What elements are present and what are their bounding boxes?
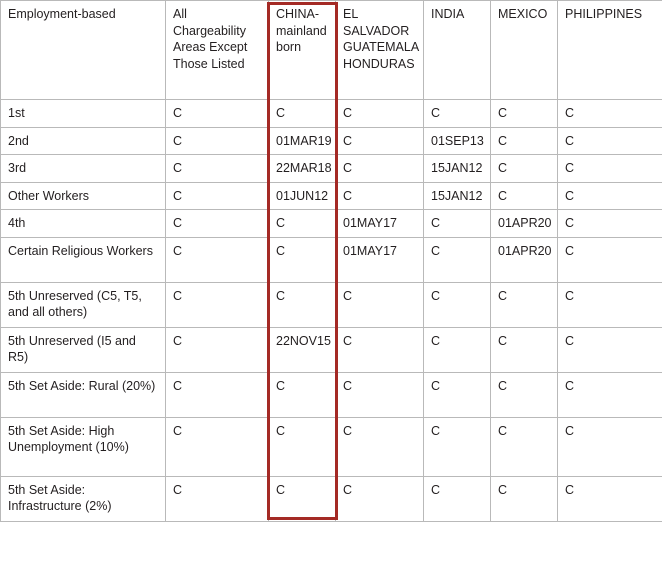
cell-philippines: C bbox=[558, 282, 662, 327]
cell-china: C bbox=[269, 372, 336, 417]
table-row bbox=[1, 210, 662, 238]
row-label: Certain Religious Workers bbox=[1, 237, 166, 282]
cell-india: C bbox=[424, 210, 491, 238]
row-label: 4th bbox=[1, 210, 166, 238]
column-header-india: INDIA bbox=[424, 1, 491, 100]
cell-india: C bbox=[424, 100, 491, 128]
cell-philippines: C bbox=[558, 237, 662, 282]
cell-el-salvador: C bbox=[336, 127, 424, 155]
cell-philippines: C bbox=[558, 210, 662, 238]
cell-china: C bbox=[269, 100, 336, 128]
row-label: 5th Set Aside: Infrastructure (2%) bbox=[1, 476, 166, 521]
table-body bbox=[1, 100, 662, 522]
cell-mexico: C bbox=[491, 155, 558, 183]
cell-all-chargeability: C bbox=[166, 476, 269, 521]
cell-india: C bbox=[424, 417, 491, 476]
cell-china: C bbox=[269, 237, 336, 282]
cell-all-chargeability: C bbox=[166, 100, 269, 128]
cell-mexico: 01APR20 bbox=[491, 210, 558, 238]
cell-india: C bbox=[424, 372, 491, 417]
cell-mexico: C bbox=[491, 127, 558, 155]
row-label: 2nd bbox=[1, 127, 166, 155]
cell-india: C bbox=[424, 237, 491, 282]
cell-india: 15JAN12 bbox=[424, 155, 491, 183]
row-label: Other Workers bbox=[1, 182, 166, 210]
cell-el-salvador: C bbox=[336, 100, 424, 128]
row-label: 5th Unreserved (I5 and R5) bbox=[1, 327, 166, 372]
cell-philippines: C bbox=[558, 476, 662, 521]
cell-philippines: C bbox=[558, 182, 662, 210]
cell-india: C bbox=[424, 282, 491, 327]
cell-china: C bbox=[269, 210, 336, 238]
cell-all-chargeability: C bbox=[166, 155, 269, 183]
cell-mexico: C bbox=[491, 327, 558, 372]
column-header-philippines: PHILIPPINES bbox=[558, 1, 662, 100]
column-header-all-chargeability: All Chargeability Areas Except Those Listed bbox=[166, 1, 269, 100]
table-row bbox=[1, 237, 662, 282]
cell-china: 01MAR19 bbox=[269, 127, 336, 155]
table-row bbox=[1, 476, 662, 521]
cell-el-salvador: 01MAY17 bbox=[336, 210, 424, 238]
cell-el-salvador: C bbox=[336, 155, 424, 183]
cell-india: C bbox=[424, 327, 491, 372]
cell-el-salvador: C bbox=[336, 282, 424, 327]
cell-all-chargeability: C bbox=[166, 210, 269, 238]
table-row bbox=[1, 182, 662, 210]
cell-philippines: C bbox=[558, 417, 662, 476]
cell-all-chargeability: C bbox=[166, 127, 269, 155]
cell-el-salvador: C bbox=[336, 417, 424, 476]
cell-all-chargeability: C bbox=[166, 327, 269, 372]
cell-el-salvador: 01MAY17 bbox=[336, 237, 424, 282]
column-header-mexico: MEXICO bbox=[491, 1, 558, 100]
cell-china: 22NOV15 bbox=[269, 327, 336, 372]
cell-el-salvador: C bbox=[336, 182, 424, 210]
cell-india: C bbox=[424, 476, 491, 521]
cell-china: 22MAR18 bbox=[269, 155, 336, 183]
cell-all-chargeability: C bbox=[166, 182, 269, 210]
cell-mexico: C bbox=[491, 282, 558, 327]
cell-china: C bbox=[269, 282, 336, 327]
cell-el-salvador: C bbox=[336, 372, 424, 417]
table-row bbox=[1, 282, 662, 327]
cell-philippines: C bbox=[558, 127, 662, 155]
row-label: 1st bbox=[1, 100, 166, 128]
row-label: 3rd bbox=[1, 155, 166, 183]
column-header-employment-based: Employment-based bbox=[1, 1, 166, 100]
cell-mexico: C bbox=[491, 476, 558, 521]
cell-mexico: C bbox=[491, 100, 558, 128]
cell-el-salvador: C bbox=[336, 476, 424, 521]
table-header bbox=[1, 1, 662, 100]
cell-el-salvador: C bbox=[336, 327, 424, 372]
row-label: 5th Set Aside: High Unemployment (10%) bbox=[1, 417, 166, 476]
column-header-el-salvador-guatemala-honduras: EL SALVADOR GUATEMALA HONDURAS bbox=[336, 1, 424, 100]
table-header-row bbox=[1, 1, 662, 100]
column-header-china: CHINA-mainland born bbox=[269, 1, 336, 100]
cell-philippines: C bbox=[558, 100, 662, 128]
cell-india: 15JAN12 bbox=[424, 182, 491, 210]
cell-china: C bbox=[269, 417, 336, 476]
cell-china: C bbox=[269, 476, 336, 521]
row-label: 5th Unreserved (C5, T5, and all others) bbox=[1, 282, 166, 327]
table-row bbox=[1, 100, 662, 128]
cell-philippines: C bbox=[558, 155, 662, 183]
cell-all-chargeability: C bbox=[166, 237, 269, 282]
cell-india: 01SEP13 bbox=[424, 127, 491, 155]
table-row bbox=[1, 372, 662, 417]
table-row bbox=[1, 417, 662, 476]
cell-all-chargeability: C bbox=[166, 372, 269, 417]
cell-all-chargeability: C bbox=[166, 282, 269, 327]
row-label: 5th Set Aside: Rural (20%) bbox=[1, 372, 166, 417]
table-row bbox=[1, 327, 662, 372]
cell-mexico: C bbox=[491, 182, 558, 210]
cell-china: 01JUN12 bbox=[269, 182, 336, 210]
cell-philippines: C bbox=[558, 372, 662, 417]
table-row bbox=[1, 155, 662, 183]
cell-mexico: 01APR20 bbox=[491, 237, 558, 282]
cell-philippines: C bbox=[558, 327, 662, 372]
cell-all-chargeability: C bbox=[166, 417, 269, 476]
table-row bbox=[1, 127, 662, 155]
cell-mexico: C bbox=[491, 372, 558, 417]
cell-mexico: C bbox=[491, 417, 558, 476]
